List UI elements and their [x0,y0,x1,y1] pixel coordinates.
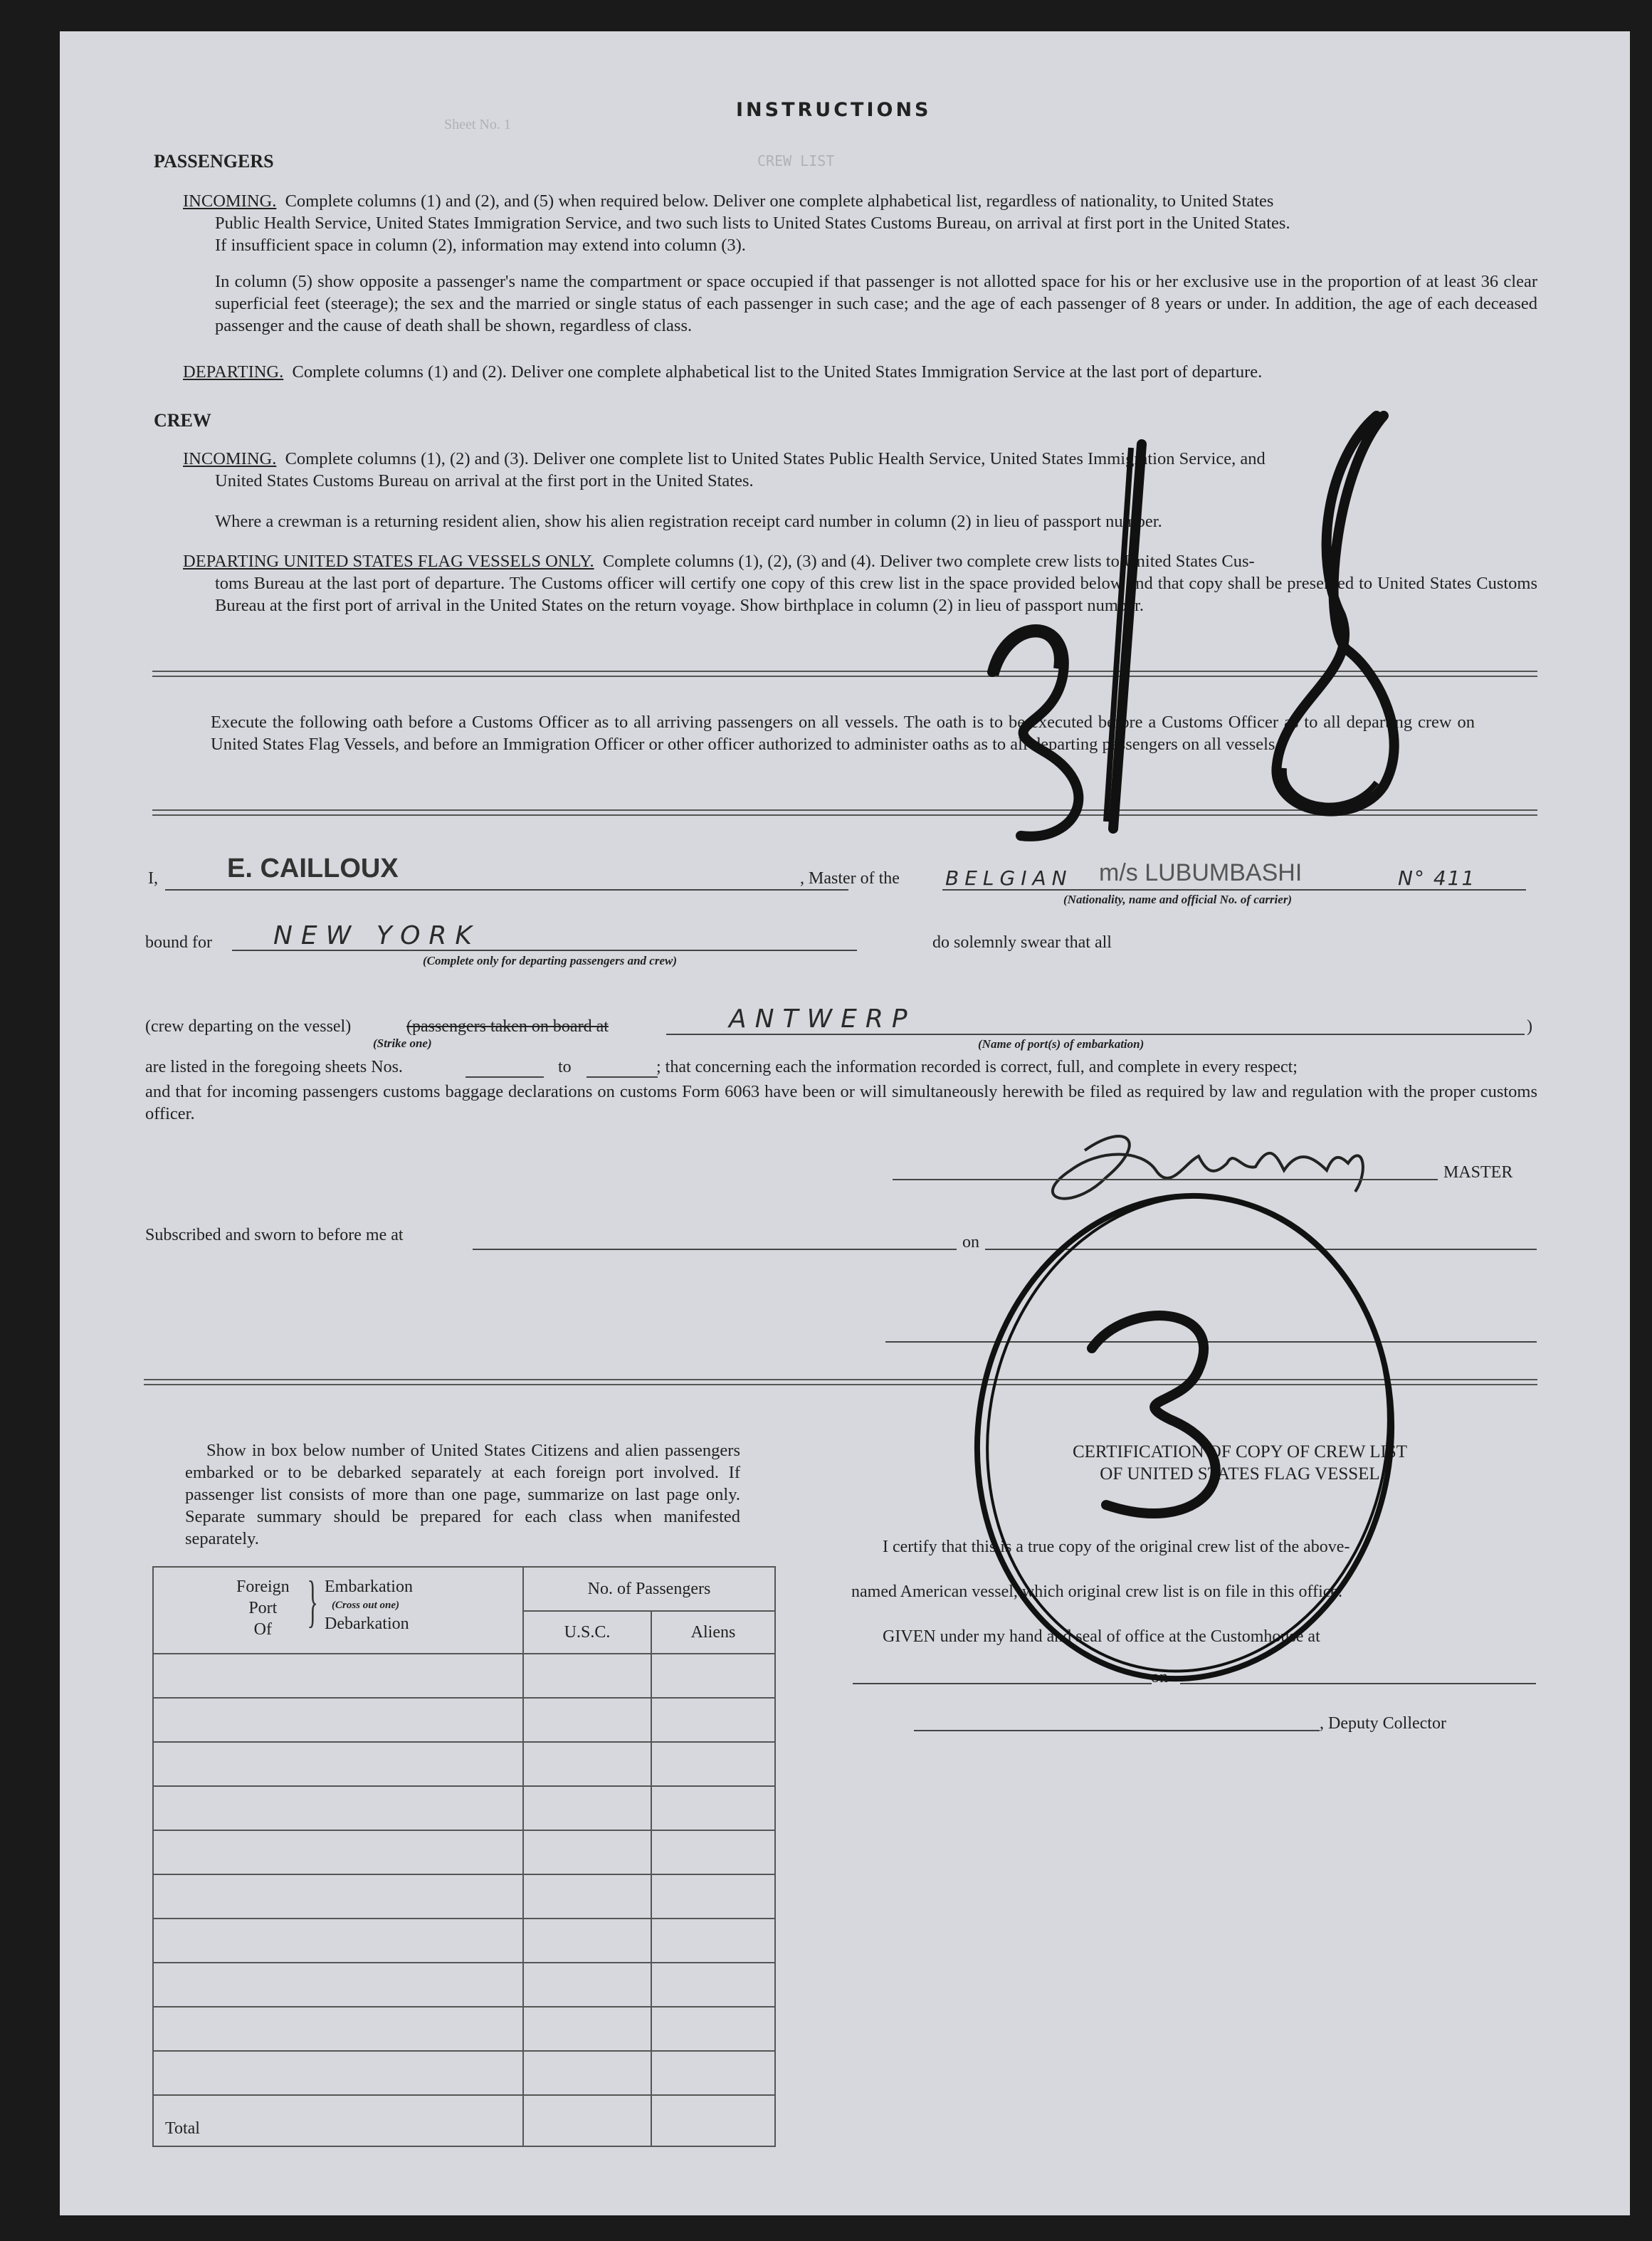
bound-for-label: bound for [145,933,212,952]
oath-i-label: I, [148,869,158,888]
port-caption: (Name of port(s) of embarkation) [978,1037,1145,1051]
col-port: Port [248,1599,278,1617]
crew-departing-text-2: toms Bureau at the last port of departure. The Customs officer will certify one copy of this crew list in the space provided below and that copy shall be presented to United States Customs Bureau at the first port of arrival in the United States on the return voyage. Show birthplace in column (2) in lieu of passport number. [215,574,1537,615]
crew-incoming-text-2: United States Customs Bureau on arrival at the first port in the United States. [215,471,754,490]
deputy-collector-label: , Deputy Collector [1320,1714,1446,1733]
usc-header: U.S.C. [523,1611,651,1654]
subscribed-label: Subscribed and sworn to before me at [145,1226,404,1244]
handwritten-annotations [60,31,1630,2215]
listed-text-2: ; that concerning each the information recorded is correct, full, and complete in every respect; [656,1058,1298,1076]
crew-crewman-text: Where a crewman is a returning resident alien, show his alien registration receipt card number in column (2) in lieu of passport number. [215,512,1162,531]
oath-intro: Execute the following oath before a Customs Officer as to all arriving passengers on all vessels. The oath is to be executed before a Customs Officer as to all departing crew on United States Flag Vessels, and before an Immigration Officer or other officer authorized to administer oaths as to all departing passengers on all vessels. [211,713,1475,754]
passengers-incoming-text-1: Complete columns (1) and (2), and (5) when required below. Deliver one complete alphabetical list, regardless of nationality, to United States [285,191,1274,211]
official-no: N° 411 [1398,866,1476,890]
column5-text: In column (5) show opposite a passenger's name the compartment or space occupied if that passenger is not allotted space for his or her exclusive use in the proportion of at least 36 clear superficial feet (steerage); the sex and the married or single status of each passenger in such case; and the age of each passenger of 8 years or under. In addition, the age of each deceased passenger and the cause of death shall be shown, regardless of class. [215,272,1537,335]
to-label: to [558,1058,572,1076]
col-cross: (Cross out one) [332,1600,400,1611]
carrier-caption: (Nationality, name and official No. of carrier) [1063,893,1293,906]
close-paren: ) [1527,1017,1532,1036]
total-label: Total [153,2095,523,2146]
col-embarkation: Embarkation [325,1578,413,1596]
col-debarkation: Debarkation [325,1615,409,1633]
show-through-sheet: Sheet No. 1 [444,117,511,132]
passengers-incoming-text-3: If insufficient space in column (2), information may extend into column (3). [215,236,746,255]
crew-heading: CREW [154,410,211,431]
crew-departing-text-1: Complete columns (1), (2), (3) and (4). Deliver two complete crew lists to United States Cus- [602,552,1255,571]
aliens-header: Aliens [651,1611,775,1654]
passengers-incoming-text-2: Public Health Service, United States Immigration Service, and two such lists to United States Customs Bureau, on arrival at first port in the United States. [215,214,1290,233]
passengers-departing-label: DEPARTING. [183,362,284,382]
crew-incoming-text-1: Complete columns (1), (2) and (3). Deliver one complete list to United States Public Health Service, United States Immigration Service, and [285,449,1266,468]
listed-text-3: and that for incoming passengers customs baggage declarations on customs Form 6063 have been or will simultaneously herewith be filed as required by law and regulation with the proper customs officer. [145,1082,1537,1123]
nationality-value: BELGIAN [945,866,1073,890]
show-through-crew-list: CREW LIST [757,152,835,169]
summary-instructions: Show in box below number of United States Citizens and alien passengers embarked or to be debarked separately at each foreign port involved. If passenger list consists of more than one page, summarize on last page only. Separate summary should be prepared for each class when manifested separately. [185,1441,740,1548]
vessel-name: m/s LUBUMBASHI [1099,859,1303,886]
crew-departing-option: (crew departing on the vessel) [145,1017,352,1036]
subscribed-on-label: on [962,1233,979,1251]
certification-text-3: GIVEN under my hand and seal of office at the Customhouse at [883,1627,1320,1646]
col-foreign: Foreign [236,1578,290,1596]
bound-for-value: NEW YORK [273,921,481,950]
certification-title-2: OF UNITED STATES FLAG VESSEL [1100,1464,1380,1484]
strike-caption: (Strike one) [373,1036,432,1050]
master-name: E. CAILLOUX [227,854,399,883]
crew-departing-label: DEPARTING UNITED STATES FLAG VESSELS ONLY. [183,552,594,571]
port-value: ANTWERP [729,1004,916,1034]
listed-text-1: are listed in the foregoing sheets Nos. [145,1058,403,1076]
crew-list-form-page [60,31,1630,2215]
certification-text-2: named American vessel, which original crew list is on file in this office. [851,1583,1343,1601]
master-label: MASTER [1443,1163,1513,1182]
certification-on-label: on [1151,1668,1168,1686]
passengers-incoming-label: INCOMING. [183,191,277,211]
swear-text: do solemnly swear that all [932,933,1112,952]
passengers-departing-text: Complete columns (1) and (2). Deliver one complete alphabetical list to the United States Immigration Service at the last port of departure. [292,362,1263,382]
crew-incoming-label: INCOMING. [183,449,277,468]
instructions-title: INSTRUCTIONS [736,99,932,121]
passengers-heading: PASSENGERS [154,151,274,172]
bound-caption: (Complete only for departing passengers and crew) [423,954,677,967]
no-passengers-header: No. of Passengers [523,1567,775,1611]
col-of: Of [253,1620,272,1639]
brace-icon: } [307,1570,318,1633]
passengers-struck-option: (passengers taken on board at [406,1017,609,1036]
certification-title-1: CERTIFICATION OF COPY OF CREW LIST [1072,1442,1408,1461]
master-of-label: , Master of the [800,869,900,888]
certification-text-1: I certify that this is a true copy of the original crew list of the above- [883,1538,1350,1556]
